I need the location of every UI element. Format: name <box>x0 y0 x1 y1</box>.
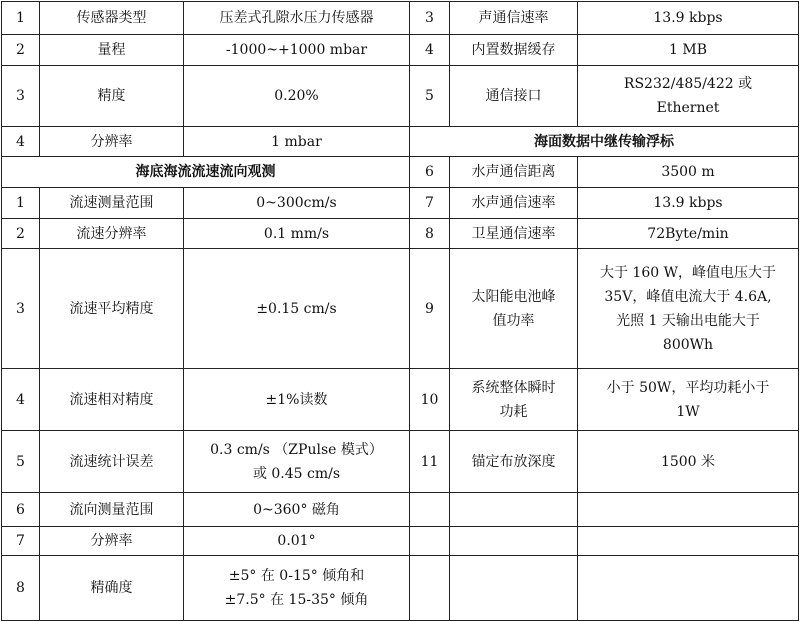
table-row <box>2 127 799 157</box>
empty-cell <box>578 493 799 527</box>
empty-cell <box>450 493 578 527</box>
param-value: 13.9 kbps <box>578 188 799 219</box>
value-line: ±5° 在 0-15° 倾角和 <box>228 568 365 584</box>
table-row <box>2 219 799 249</box>
spec-table <box>1 1 799 621</box>
empty-cell <box>410 527 450 556</box>
param-value <box>578 369 799 431</box>
param-value: -1000~+1000 mbar <box>184 35 410 66</box>
param-value <box>184 431 410 493</box>
param-name: 流速统计误差 <box>40 431 184 493</box>
table-row <box>2 188 799 219</box>
row-number: 2 <box>2 35 40 66</box>
param-value: 13.9 kbps <box>578 2 799 35</box>
value-line: 800Wh <box>662 336 714 353</box>
param-name: 精确度 <box>40 556 184 621</box>
empty-cell <box>410 556 450 621</box>
param-value: 1 MB <box>578 35 799 66</box>
param-value: 72Byte/min <box>578 219 799 249</box>
value-line: RS232/485/422 或 <box>623 76 753 92</box>
value-line: ±7.5° 在 15-35° 倾角 <box>224 592 369 608</box>
table-row <box>2 431 799 493</box>
value-line: 大于 160 W，峰值电压大于 <box>599 264 776 281</box>
empty-cell <box>450 556 578 621</box>
empty-cell <box>450 527 578 556</box>
row-number: 8 <box>410 219 450 249</box>
param-name: 流速测量范围 <box>40 188 184 219</box>
table-row <box>2 527 799 556</box>
row-number: 5 <box>2 431 40 493</box>
param-name: 流速平均精度 <box>40 249 184 369</box>
param-value <box>184 556 410 621</box>
value-line: 35V，峰值电流大于 4.6A, <box>604 288 772 305</box>
table-row <box>2 157 799 188</box>
table-row <box>2 556 799 621</box>
param-name: 量程 <box>40 35 184 66</box>
param-name <box>450 249 578 369</box>
name-line: 功耗 <box>499 403 528 420</box>
row-number: 5 <box>410 66 450 127</box>
value-line: 光照 1 天输出电能大于 <box>616 312 760 329</box>
empty-cell <box>410 493 450 527</box>
empty-cell <box>578 527 799 556</box>
param-name: 锚定布放深度 <box>450 431 578 493</box>
row-number: 6 <box>410 157 450 188</box>
table-row <box>2 2 799 35</box>
name-line: 系统整体瞬时 <box>471 379 556 396</box>
param-value: 0~360° 磁角 <box>184 493 410 527</box>
param-value: 1 mbar <box>184 127 410 157</box>
row-number: 3 <box>410 2 450 35</box>
param-name: 水声通信距离 <box>450 157 578 188</box>
row-number: 11 <box>410 431 450 493</box>
row-number: 3 <box>2 66 40 127</box>
param-name <box>450 369 578 431</box>
row-number: 6 <box>2 493 40 527</box>
row-number: 8 <box>2 556 40 621</box>
row-number: 7 <box>410 188 450 219</box>
value-line: 或 0.45 cm/s <box>252 465 341 482</box>
row-number: 1 <box>2 2 40 35</box>
row-number: 2 <box>2 219 40 249</box>
param-value: 3500 m <box>578 157 799 188</box>
param-name: 声通信速率 <box>450 2 578 35</box>
param-name: 内置数据缓存 <box>450 35 578 66</box>
param-value: 压差式孔隙水压力传感器 <box>184 2 410 35</box>
section-title-buoy: 海面数据中继传输浮标 <box>410 127 799 157</box>
value-line: Ethernet <box>656 100 720 116</box>
param-name: 流向测量范围 <box>40 493 184 527</box>
row-number: 7 <box>2 527 40 556</box>
param-value: 0.20% <box>184 66 410 127</box>
row-number: 4 <box>2 127 40 157</box>
param-value: ±0.15 cm/s <box>184 249 410 369</box>
table-row <box>2 35 799 66</box>
table-row <box>2 493 799 527</box>
param-name: 通信接口 <box>450 66 578 127</box>
param-value <box>578 66 799 127</box>
param-name: 卫星通信速率 <box>450 219 578 249</box>
param-value <box>578 249 799 369</box>
param-name: 分辨率 <box>40 127 184 157</box>
param-value: 0~300cm/s <box>184 188 410 219</box>
table-row <box>2 249 799 369</box>
table-row <box>2 66 799 127</box>
param-value: 1500 米 <box>578 431 799 493</box>
table-row <box>2 369 799 431</box>
param-name: 流速相对精度 <box>40 369 184 431</box>
param-name: 精度 <box>40 66 184 127</box>
param-name: 分辨率 <box>40 527 184 556</box>
row-number: 4 <box>410 35 450 66</box>
name-line: 值功率 <box>492 312 535 329</box>
param-value: 0.01° <box>184 527 410 556</box>
value-line: 小于 50W，平均功耗小于 <box>606 379 770 396</box>
row-number: 1 <box>2 188 40 219</box>
param-value: ±1%读数 <box>184 369 410 431</box>
param-name: 流速分辨率 <box>40 219 184 249</box>
row-number: 10 <box>410 369 450 431</box>
value-line: 0.3 cm/s （ZPulse 模式） <box>210 441 383 458</box>
value-line: 1W <box>676 403 700 420</box>
row-number: 4 <box>2 369 40 431</box>
param-name: 水声通信速率 <box>450 188 578 219</box>
empty-cell <box>578 556 799 621</box>
name-line: 太阳能电池峰 <box>471 288 556 305</box>
section-title-current: 海底海流流速流向观测 <box>2 157 410 188</box>
param-value: 0.1 mm/s <box>184 219 410 249</box>
row-number: 3 <box>2 249 40 369</box>
row-number: 9 <box>410 249 450 369</box>
param-name: 传感器类型 <box>40 2 184 35</box>
